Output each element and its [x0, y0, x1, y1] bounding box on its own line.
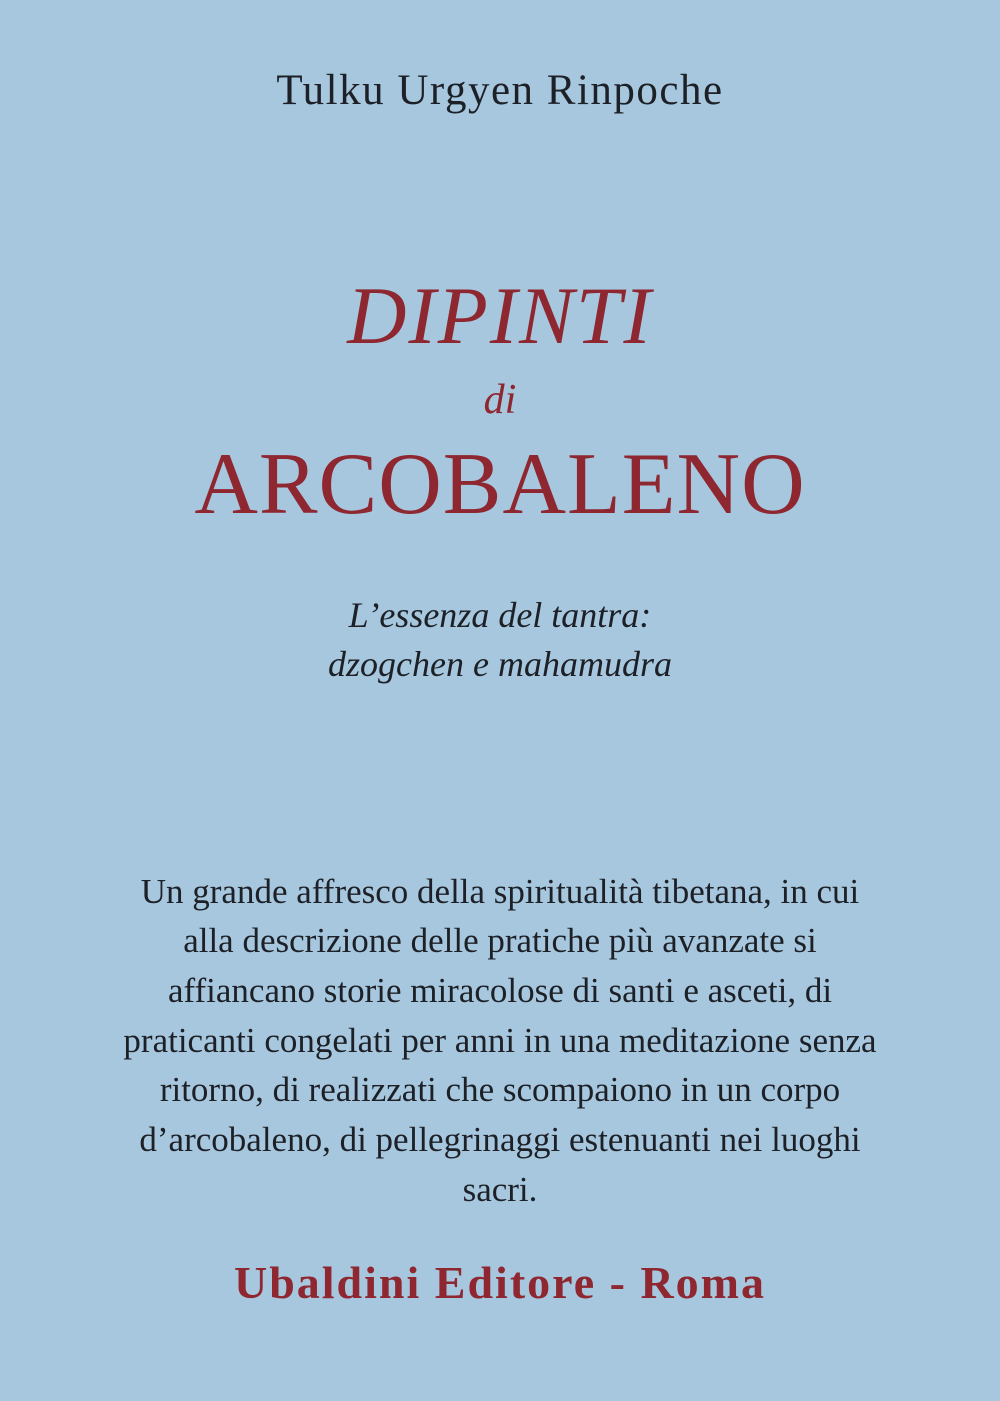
author-name: Tulku Urgyen Rinpoche	[276, 67, 724, 114]
subtitle-line-two: dzogchen e mahamudra	[328, 643, 672, 684]
subtitle	[328, 591, 672, 688]
title-block	[0, 270, 1000, 533]
publisher-name: Ubaldini Editore - Roma	[233, 1257, 767, 1308]
subtitle-line-one: L’essenza del tantra:	[348, 595, 652, 636]
title-connector: di	[483, 377, 517, 423]
title-line-one: DIPINTI	[347, 270, 653, 361]
title-line-two: ARCOBALENO	[194, 436, 806, 533]
cover-blurb: Un grande affresco della spiritualità tibetana, in cui alla descrizione delle pratiche più avanzate si affiancano storie miracolose di santi e asceti, di praticanti congelati per anni in una meditazione senza ritorno, di realizzati che scompaiono in un corpo d’arcobaleno, di pellegrinaggi estenuanti nei luoghi sacri.	[123, 871, 877, 1209]
